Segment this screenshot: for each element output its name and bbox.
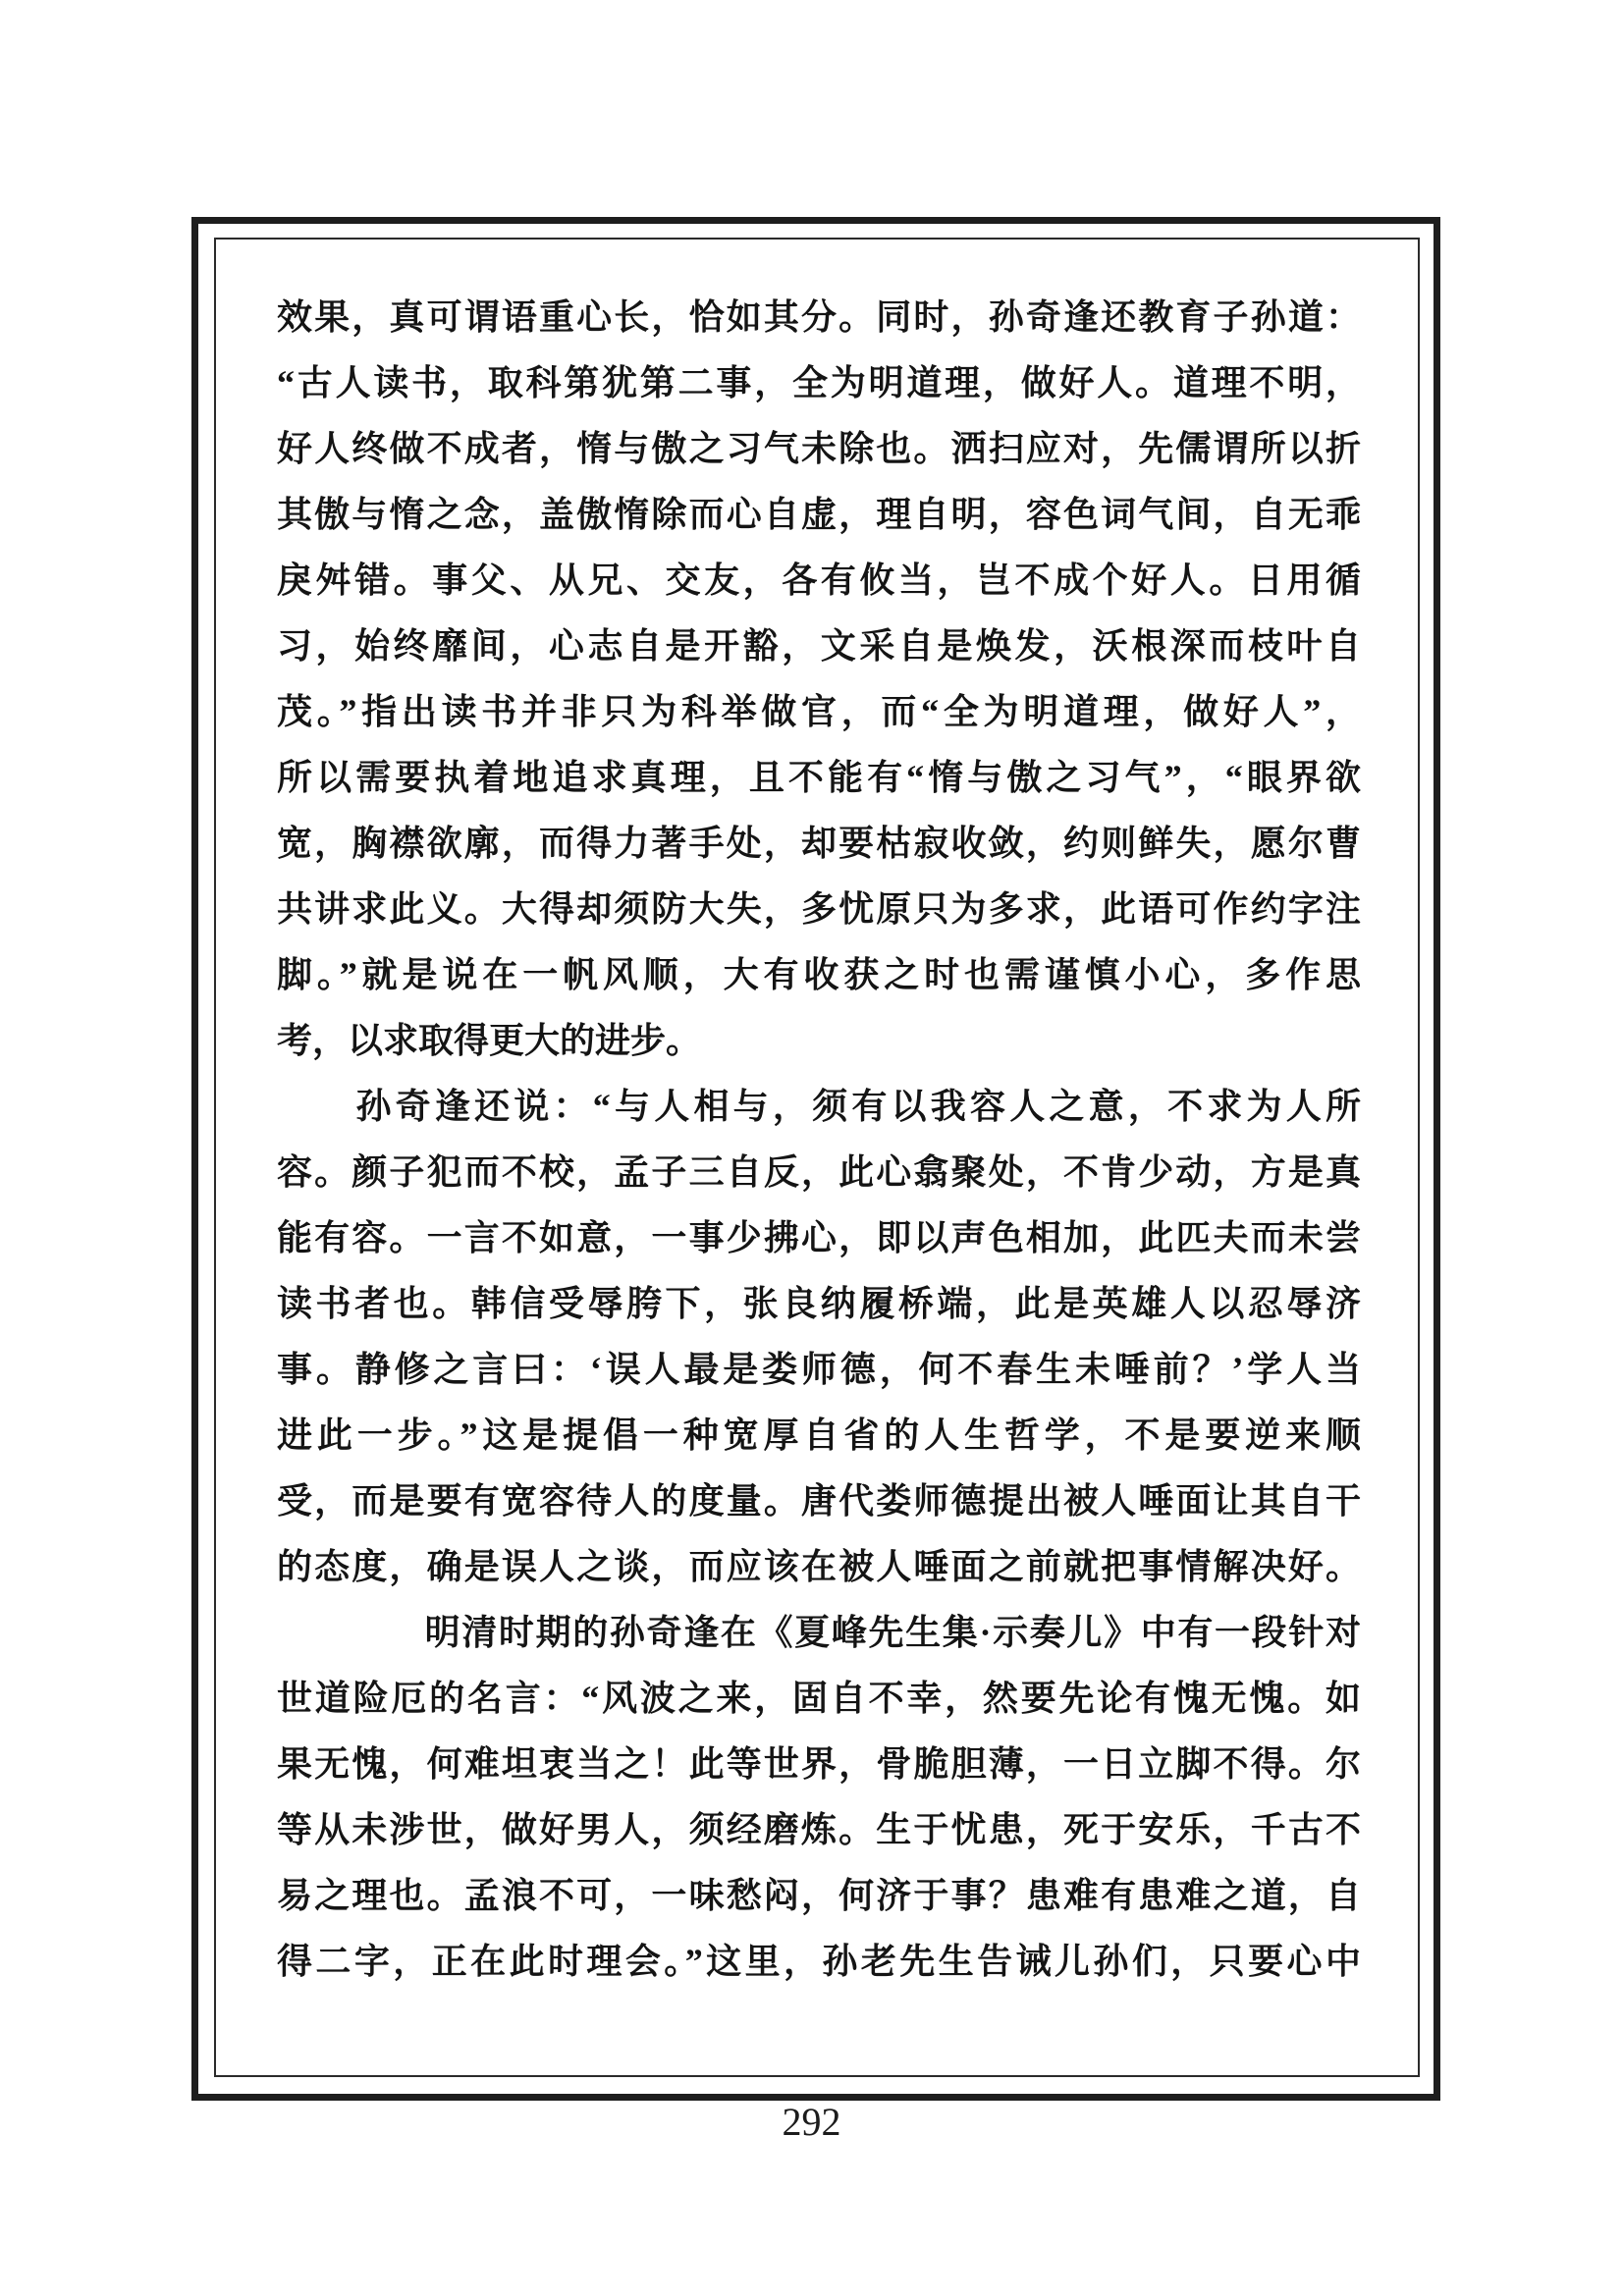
text-line: 宽，胸襟欲廓，而得力著手处，却要枯寂收敛，约则鲜失，愿尔曹 (277, 824, 1361, 863)
text-line: 戾舛错。事父、从兄、交友，各有攸当，岂不成个好人。日用循 (277, 561, 1361, 600)
text-line: 容。颜子犯而不校，孟子三自反，此心翕聚处，不肯少动，方是真 (277, 1152, 1361, 1192)
text-line: 读书者也。韩信受辱胯下，张良纳履桥端，此是英雄人以忍辱济 (277, 1284, 1361, 1323)
text-line: 受，而是要有宽容待人的度量。唐代娄师德提出被人唾面让其自干 (277, 1481, 1361, 1521)
text-line: 等从未涉世，做好男人，须经磨炼。生于忧患，死于安乐，千古不 (277, 1810, 1361, 1849)
text-line: 能有容。一言不如意，一事少拂心，即以声色相加，此匹夫而未尝 (277, 1218, 1361, 1257)
text-line: 明清时期的孙奇逢在《夏峰先生集·示奏儿》中有一段针对 (277, 1613, 1361, 1652)
text-line: 事。静修之言曰：‘误人最是娄师德，何不春生未唾前？’学人当 (277, 1350, 1361, 1389)
page-number: 292 (782, 2100, 841, 2144)
text-line: 脚。”就是说在一帆风顺，大有收获之时也需谨慎小心，多作思 (277, 955, 1361, 994)
text-line: 其傲与惰之念，盖傲惰除而心自虚，理自明，容色词气间，自无乖 (277, 495, 1361, 534)
text-line: 所以需要执着地追求真理，且不能有“惰与傲之习气”，“眼界欲 (277, 758, 1361, 797)
text-line: 好人终做不成者，惰与傲之习气未除也。洒扫应对，先儒谓所以折 (277, 429, 1361, 468)
text-line: 世道险厄的名言：“风波之来，固自不幸，然要先论有愧无愧。如 (277, 1679, 1361, 1718)
text-line: 进此一步。”这是提倡一种宽厚自省的人生哲学，不是要逆来顺 (277, 1415, 1361, 1455)
text-block (216, 240, 1418, 1995)
text-line: 效果，真可谓语重心长，恰如其分。同时，孙奇逢还教育子孙道： (277, 297, 1361, 337)
text-line: 共讲求此义。大得却须防大失，多忧原只为多求，此语可作约字注 (277, 889, 1361, 929)
text-line: 易之理也。孟浪不可，一味愁闷，何济于事？患难有患难之道，自 (277, 1876, 1361, 1915)
text-line: 茂。”指出读书并非只为科举做官，而“全为明道理，做好人”， (277, 692, 1361, 731)
text-line: 习，始终靡间，心志自是开豁，文采自是焕发，沃根深而枝叶自 (277, 626, 1361, 666)
page-frame-outer (191, 217, 1440, 2101)
text-line: 考，以求取得更大的进步。 (277, 1021, 702, 1060)
text-line: 得二字，正在此时理会。”这里，孙老先生告诫儿孙们，只要心中 (277, 1942, 1361, 1981)
text-line: “古人读书，取科第犹第二事，全为明道理，做好人。道理不明， (277, 363, 1361, 402)
text-line: 孙奇逢还说：“与人相与，须有以我容人之意，不求为人所 (277, 1087, 1361, 1126)
page-frame-inner (214, 238, 1420, 2077)
text-line: 果无愧，何难坦衷当之！此等世界，骨脆胆薄，一日立脚不得。尔 (277, 1744, 1361, 1784)
text-line: 的态度，确是误人之谈，而应该在被人唾面之前就把事情解决好。 (277, 1547, 1361, 1586)
